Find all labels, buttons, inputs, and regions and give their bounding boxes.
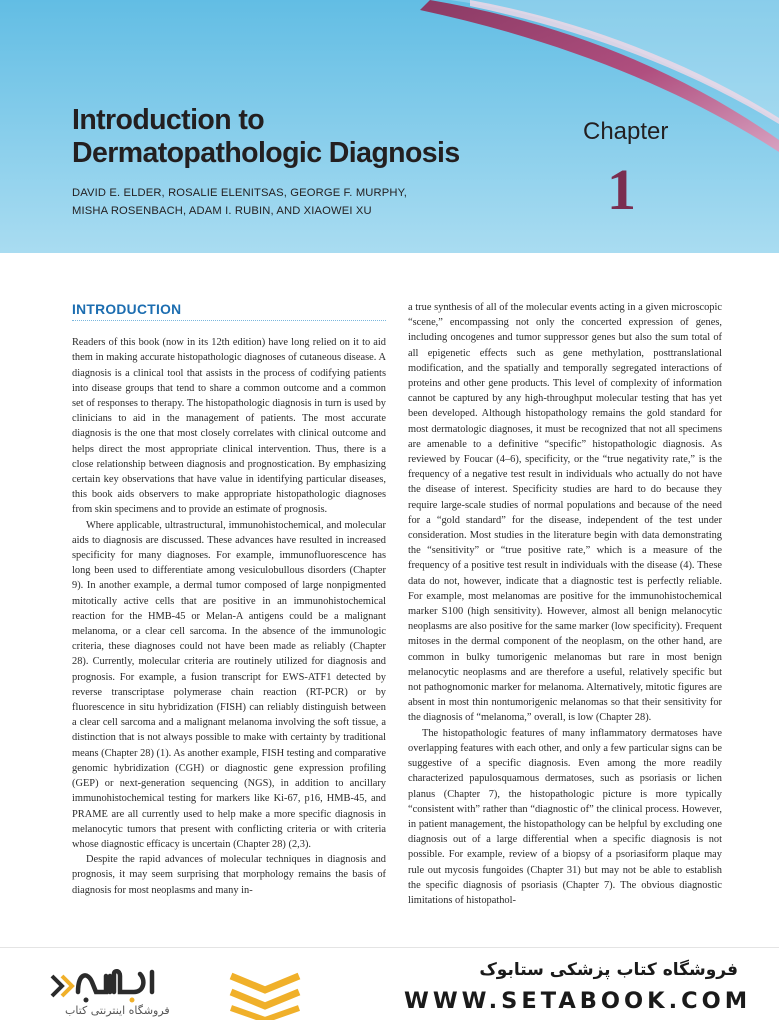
chapter-number: 1 [607,157,636,222]
paragraph: The histopathologic features of many inflammatory dermatoses have overlapping features with each other, and only a few particular signs can be suggestive of a specific diagnosis. Even among the more readily characterized papulosquamous dermatoses, such as psoriasis or lichen planus (Chapter 7), the histopathologic picture is more typically “consistent with” rather than “diagnostic of” the clinical process. However, in patient management, the histopathology can be helpful by excluding one diagnosis out of a large differential when a specific diagnosis is not possible. For example, review of a biopsy of a psoriasiform plaque may rule out mycosis fungoides (Chapter 31) but may not be able to establish the specific diagnosis of psoriasis (Chapter 7). The obvious diagnostic limitations of histopathol- [408,727,722,906]
chapter-label: Chapter [583,118,669,145]
author-line-1: DAVID E. ELDER, ROSALIE ELENITSAS, GEORGE F. MURPHY, [72,187,408,199]
logo-caption: فروشگاه اینترنتی کتاب [65,1004,170,1017]
chapter-header-band [0,0,779,253]
chapter-title-line-1: Introduction to [72,104,265,136]
right-column [408,300,722,908]
section-heading: INTRODUCTION [72,302,386,321]
author-list [72,184,432,220]
left-column [72,300,386,898]
paragraph: Despite the rapid advances of molecular techniques in diagnosis and prognosis, it may seem surprising that morphology remains the basis of diagnosis for most neoplasms and many in- [72,854,386,896]
store-name: فروشگاه کتاب پزشکی ستابوک [479,960,738,980]
chapter-title [72,104,552,170]
paragraph: Readers of this book (now in its 12th edition) have long relied on it to aid them in making accurate histopathologic diagnoses of cutaneous disease. A diagnosis is a clinical tool that assists in the process of codifying patients into disease groups that tend to share a common outcome and a common set of responses to therapy. The histopathologic diagnosis in turn is used by clinicians to aid in the management of patients. The most accurate diagnosis is the one that most closely correlates with clinical outcome and helps direct the most appropriate clinical intervention. Thus, there is a close relationship between diagnosis and prognostication. By emphasizing certain key observations that have value in identifying particular diseases, this book aids observers to make appropriate histopathologic diagnoses from skin specimens and to provide an estimate of prognosis. [72,337,386,516]
chevron-stack-icon [225,968,305,1020]
store-url-link[interactable]: WWW.SETABOOK.COM [404,988,752,1014]
paragraph: Where applicable, ultrastructural, immunohistochemical, and molecular aids to diagnosis are discussed. These advances have resulted in increased specificity for many diagnoses. For example, immunofluorescence has long been used to differentiate among vesiculobullous disorders (Chapter 9). In another example, a dermal tumor composed of large nonpigmented mitotically active cells that are positive in an immunohistochemical reaction for the HMB-45 or Melan-A antigens could be a malignant melanoma, or a clear cell sarcoma. In the absence of the immunologic criteria, these diagnoses could not have been made as reliably (Chapter 28). Currently, molecular criteria are routinely utilized for diagnosis and prognosis. For example, a fusion transcript for EWS-ATF1 detected by reverse transcriptase polymerase chain reaction (RT-PCR) or by fluorescence in situ hybridization (FISH) can reliably distinguish between a clear cell sarcoma and a malignant melanoma involving the soft tissue, a distinction that is not always possible to make with certainty by traditional means (Chapter 28) (1). As another example, FISH testing and comparative genomic hybridization (CGH) or diagnostic gene expression profiling (GEP) or next-generation sequencing (NGS), in addition to ancillary immunohistochemical testing for markers like Ki-67, p16, HMB-45, and PRAME are all currently used to help make a more specific diagnosis in melanocytic tumors that present with conflicting criteria or with criteria whose diagnostic efficacy is uncertain (Chapter 28) (2,3). [72,519,386,850]
chapter-title-line-2: Dermatopathologic Diagnosis [72,137,460,169]
footer-divider [0,947,779,948]
author-line-2: MISHA ROSENBACH, ADAM I. RUBIN, AND XIAOWEI XU [72,205,372,217]
body-text-area [0,300,779,947]
paragraph: a true synthesis of all of the molecular events acting in a given microscopic “scene,” encompassing not only the concerted expression of genes, including oncogenes and tumor suppressor genes but also the sum total of all epigenetic effects such as gene methylation, posttranslational modification, and the spatially and temporally segregated interactions of proteins and other gene products. This level of complexity of information cannot be captured by any high-throughput molecular testing that has yet been developed. Although histopathology remains the gold standard for most dermatologic diagnoses, it must be recognized that not all specimens are amenable to a definitive “specific” histopathologic diagnosis. As reviewed by Foucar (4–6), specificity, or the “true negativity rate,” is the frequency of a negative test result in individuals who actually do not have the disease of interest. Specificity studies are hard to do because they require large-scale studies of normal populations and because of the need for a “gold standard” for the disease, independent of the test under consideration. Most studies in the literature begin with data demonstrating the “sensitivity” or “true positive rate,” which is a measure of the frequency of a positive test result in individuals with the disease (4). These data do not, however, indicate that a diagnostic test is perfectly reliable. For example, most melanomas are positive for the immunohistochemical marker S100 (high sensitivity). However, almost all benign melanocytic neoplasms are also positive for the same marker (low specificity). Frequent mitoses in the dermal component of the neoplasm, on the other hand, are common in bulky tumorigenic melanomas but rare in most benign melanocytic neoplasms and are therefore a useful, relatively specific but not pathognomonic marker for melanoma. Alternatively, mitotic figures are absent in most thin nontumorigenic melanomas so that their sensitivity for the diagnosis of “melanoma,” overall, is low (Chapter 28). [408,302,722,724]
